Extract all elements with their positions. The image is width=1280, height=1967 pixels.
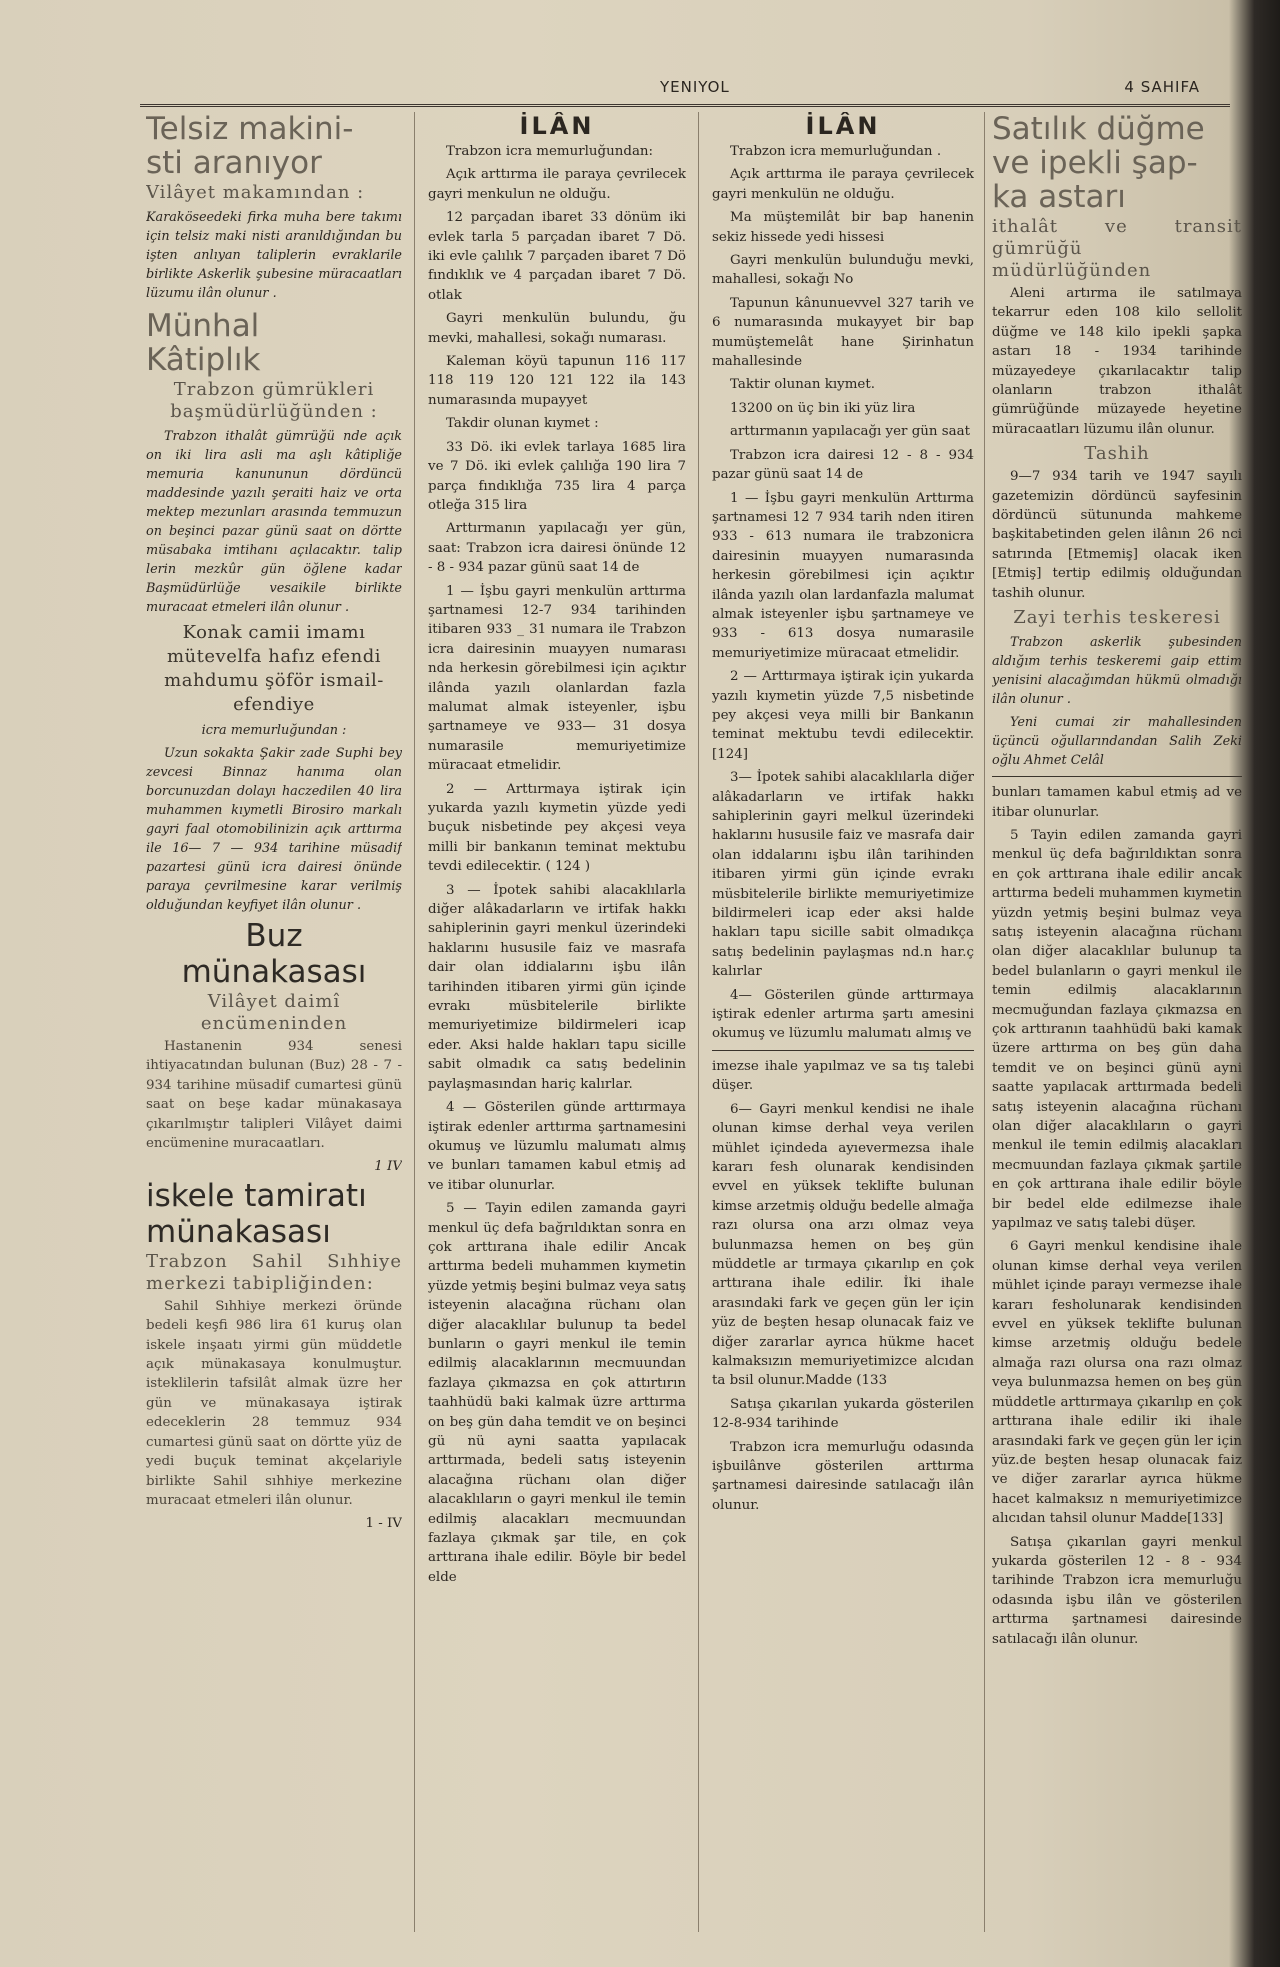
ilan-paragraph: 4 — Gösterilen günde arttırmaya iştirak edenler arttırma şartnamesini okumuş ve lüzumlu malumatı almış ve bunları tamamen kabul etmiş ad ve itibar olunurlar. [428,1100,686,1193]
page-header [140,78,1230,107]
column-3 [712,112,974,1942]
ilan-paragraph: arttırmanın yapılacağı yer gün saat [730,424,971,440]
ad-body: 9—7 934 tarih ve 1947 sayılı gazetemizin dördüncü sayfesinin dördüncü sütununda mahkeme başkitabetinden gelen ilânın 26 nci satırında [Etmemiş] olacak iken [Etmiş] tertip edilmiş olduğundan tashih olunur. [992,469,1242,601]
column-divider [984,112,985,1932]
ad-signature: Yeni cumai zir mahallesinden üçüncü oğullarındandan Salih Zeki oğlu Ahmet Celâl [992,715,1242,769]
ilan-paragraph: Açık arttırma ile paraya çevrilecek gayri menkulun ne olduğu. [428,167,686,202]
column-4 [992,112,1242,1942]
ilan-paragraph: 12 parçadan ibaret 33 dönüm iki evlek tarla 5 parçadan ibaret 7 Dö. iki evle çalılık 7 parçaden ibaret 7 Dö fındıklık ve 4 parçadan ibaret 7 Dö. otlak [428,210,686,303]
ad-heading-iskele-2: münakasası [146,1213,331,1250]
ad-heading-tashih: Tashih [1084,443,1150,465]
ilan-paragraph: 6— Gayri menkul kendisi ne ihale olunan kimse derhal veya verilen mühlet içindeda ayıevermezsa ihale kararı fesh olunarak kendisinden evvel en yüksek teklifte bulunan kimse arzetmiş olduğu bedelle almağa razı olursa ona arzı olmaz veya bulunmazsa hemen on beş gün müddetle ar tırmaya çıkarılıp en çok arttırana ihale edilir. İki ihale arasındaki fark ve geçen gün ler için yüz de beşten hesap olunacak faiz ve diğer zararlar ayrıca hükme hacet kalmaksızın memuriyetimizce alcıdan ta bsil olunur.Madde (133 [712,1101,974,1389]
ad-heading-telsiz: Telsiz makini- [146,112,354,147]
ilan-source: Trabzon icra memurluğundan . [730,144,942,159]
ilan-paragraph: bunları tamamen kabul etmiş ad ve itibar olunurlar. [992,785,1242,820]
ad-heading-satilik-2: ve ipekli şap- [992,145,1198,181]
ad-signature: 1 - IV [365,1516,402,1532]
ad-source: ithalât ve transit gümrüğü müdürlüğünden [992,216,1242,281]
ilan-paragraph: 6 Gayri menkul kendisine ihale olunan kimse derhal veya verilen mühlet içinde parayı vermezse ihale kararı fesholunarak kendisinden evvel en yüksek teklifte bulunan kimse arzetmiş olduğu bedele almağa razı olursa ona razı olmaz veya bulunmazsa hemen on beş gün müddetle arttırmaya çıkarılıp en çok arttırana ihale edilir iki ihale arasındaki fark ve geçen gün ler için yüz.de beşten hesap olunacak faiz ve diğer zararlar ayrıca hükme hacet kalmaksız n memuriyetimizce alıcıdan tahsil olunur Madde[133] [992,1239,1242,1527]
ilan-paragraph: Kaleman köyü tapunun 116 117 118 119 120 121 122 ila 143 numarasında mupayyet [428,354,686,408]
ilan-paragraph: Trabzon icra dairesi 12 - 8 - 934 pazar günü saat 14 de [712,447,974,483]
ilan-title: İLÂN [805,112,881,140]
ad-heading-iskele: iskele tamiratı [146,1177,367,1214]
ilan-paragraph: Tapunun kânunuevvel 327 tarih ve 6 numarasında mukayyet bir bap mumüştemelât hane Şirinhatun mahallesinde [712,295,974,370]
ilan-paragraph: Açık arttırma ile paraya çevrilecek gayri menkulün ne olduğu. [712,167,974,202]
ad-body: Trabzon askerlik şubesinden aldığım terhis teskeremi gaip ettim yenisini alacağımdan hükmü olmadığı ilân olunur . [992,635,1242,708]
ilan-paragraph: 1 — İşbu gayri menkulün Arttırma şartnamesi 12 7 934 tarih nden itiren 933 - 613 numara ile trabzonicra dairesinin muayyen numarasında herkesin görebilmesi için açıktır ilânda yazılı olan lardanfazla malumat almak isteyenler işbu şartnameye ve 933 - 613 dosya numarasile memuriyetimize müracaat etmelidir. [712,490,974,661]
ad-heading-zayi: Zayi terhis teskeresi [1013,607,1221,629]
ad-body: Aleni artırma ile satılmaya tekarrur eden 108 kilo sellolit düğme ve 148 kilo ipekli şapka astarı 18 - 1934 tarihinde müzayedeye çıkarılacaktır talip olanların trabzon ithalât gümrüğünde müzayede heyetine müracaatları lüzumu ilân olunur. [992,286,1242,437]
ilan-paragraph: Taktir olunan kıymet. [730,377,875,393]
column-divider [414,112,415,1932]
ilan-paragraph: Satışa çıkarılan gayri menkul yukarda gösterilen 12 - 8 - 934 tarihinde Trabzon icra memurluğu odasında işbu ilân ve gösterilen arttırma şartnamesi dairesinde satılacağı ilân olunur. [992,1534,1242,1647]
ilan-paragraph: 3— İpotek sahibi alacaklılarla diğer alâkadarların ve irtifak hakkı sahiplerinin gayri melkul üzerindeki haklarını hususile faiz ve masrafa dair olan iddalarını işbu ilân tarihinden itibaren yirmi gün içinde evrakı müsbitelerile birlikte memuriyetimize bildirmeleri icap eder aksi halde hakları tapu sicille sabit olmadıkça satış bedelinin paylaşmas nd.n har.ç kalırlar [712,770,974,980]
ilan-paragraph: imezse ihale yapılmaz ve sa tış talebi düşer. [712,1058,974,1094]
ilan-paragraph: Trabzon icra memurluğu odasında işbuilânve gösterilen arttırma şartnamesi dairesinde satılacağı ilân olunur. [712,1439,974,1513]
ilan-paragraph: 2 — Arttırmaya iştirak için yukarda yazılı kıymetin yüzde 7,5 nisbetinde pey akçesi veya milli bir Bankanın teminat mektubu tevdi edilecektir. [124] [712,669,974,762]
ad-body: Karaköseedeki firka muha bere takımı için telsiz maki nisti aranıldığından bu işten anlıyan taliplerin evraklarile birlikte Askerlik şubesine müracaatları lüzumu ilân olunur . [146,210,402,301]
ilan-paragraph: 4— Gösterilen günde arttırmaya iştirak edenler artırma şartı amesini okumuş ve lüzumlu malumatı almış ve [712,987,974,1042]
ilan-paragraph: 2 — Arttırmaya iştirak için yukarda yazılı kıymetin yüzde yedi buçuk nisbetinde pey akçesi veya milli bir bankanın teminat mektubu tevdi edilecektir. ( 124 ) [428,781,686,875]
ad-source: Vilâyet daimî encümeninden [200,991,348,1034]
ilan-paragraph: Gayri menkulün bulunduğu mevki, mahallesi, sokağı No [712,253,974,288]
column-1 [146,112,402,1942]
ilan-paragraph: 33 Dö. iki evlek tarlaya 1685 lira ve 7 Dö. iki evlek çalılığa 190 lira 7 parça fındıklığa 735 lira 4 parça otleğa 315 lira [428,439,686,513]
ad-body: Hastanenin 934 senesi ihtiyacatından bulunan (Buz) 28 - 7 - 934 tarihine müsadif cumartesi günü saat on beşe kadar münakasaya çıkarılmıştır talipleri Vilâyet daimi encümenine muracaatları. [146,1039,402,1152]
ad-source: Trabzon Sahil Sıhhiye merkezi tabipliğinden: [146,1250,402,1294]
ad-source: Trabzon gümrükleri başmüdürlüğünden : [170,379,378,422]
ad-heading-telsiz-2: sti aranıyor [146,145,322,181]
ad-body: Trabzon ithalât gümrüğü nde açık on iki lira asli ma aşlı kâtipliğe memuria kanununun dördüncü maddesinde yazılı şeraiti haiz ve orta mektep mezunları arasında temmuzun on beşinci pazar günü saat on dörtte müsabaka imtihanı açılacaktır. talip lerin mezkûr gün öğlene kadar Başmüdürlüğe vesaikile birlikte muracaat etmeleri ilân olunur . [146,429,402,615]
ad-heading-satilik: Satılık düğme [992,112,1205,147]
ad-body: Uzun sokakta Şakir zade Suphi bey zevcesi Binnaz hanıma olan borcunuzdan dolayı haczedilen 40 lira muhammen kıymetli Birosiro markalı gayri faal otomobilinizin açık arttırma ile 16— 7 — 934 tarihine müsadif pazartesi günü icra dairesi önünde paraya çevrilmesine karar verilmiş olduğundan keyfiyet ilân olunur . [146,746,402,913]
ilan-paragraph: 5 Tayin edilen zamanda gayri menkul üç defa bağırıldıktan sonra en çok arttırana ihale edilir ancak arttırma bedeli muhammen kıymetin yüzdn yetmiş beşini bulmaz veya satış isteyenin alacağına rüchanı olan diğer alacaklılar bulunup ta bedel bulanların o gayri menkul ile temin edilmiş alacaklarının mecmuğundan fazlaya çıkmazsa en çok arttıranın taahhüdü baki kamak üzere arttırma on beş gün daha temdit ve on beşinci günü ayni saatte yapılacak arttırmada bedeli satış isteyenin alacağına rüchanı olan diğer alacaklıların o gayri menkul ile temin edilmiş alacakları mecmuundan fazlaya çıkmak şartile en çok arttırana ihale edilir böyle bir bedel elde edilmezse ihale yapılmaz ve satış talebi düşer. [992,827,1242,1232]
ilan-paragraph: Gayri menkulün bulundu, ğu mevki, mahallesi, sokağı numarası. [428,311,686,346]
ilan-paragraph: Ma müştemilât bir bap hanenin sekiz hissede yedi hissesi [712,210,974,245]
ad-heading-konak: Konak camii imamı mütevelfa hafız efendi mahdumu şöför ismail-efendiye [164,622,384,715]
ilan-source: Trabzon icra memurluğundan: [446,144,654,159]
column-2 [428,112,686,1942]
ilan-paragraph: 13200 on üç bin iki yüz lira [730,400,916,416]
ilan-paragraph: Takdir olunan kıymet : [446,416,599,432]
separator-rule [992,776,1242,777]
newspaper-name: YENIYOL [660,78,730,96]
separator-rule [712,1050,974,1051]
column-divider [698,112,699,1932]
ad-heading-munhal: Münhal [146,308,260,344]
ilan-paragraph: Arttırmanın yapılacağı yer gün, saat: Trabzon icra dairesi önünde 12 - 8 - 934 pazar günü saat 14 de [428,521,686,576]
ilan-paragraph: 5 — Tayin edilen zamanda gayri menkul üç defa bağrıldıktan sonra en çok arttırana ihale edilir Ancak arttırma bedeli muhammen kıymetin yüzde yetmiş beşini bulmaz veya satış isteyenin alacağına rüchanı olan diğer alacaklılar bulunup ta bedel bunların o gayri menkul ile temin edilmiş alacaklarının mecmuundan fazlaya çıkmazsa en çok attırtırın taahhüdü baki kalmak üzre arttırma on beş gün daha temdit ve on beşinci gü nü ayni saatta yapılacak arttırmada, bedeli satış isteyenin alacağına rüchanı olan diğer alacaklıların o gayri menkul ile temin edilmiş alacakları mecmuundan fazlaya çıkmak şar tile, en çok arttırana ihale edilir. Böyle bir bedel elde [428,1201,686,1585]
ilan-title: İLÂN [519,112,595,140]
ad-heading-satilik-3: ka astarı [992,179,1126,215]
ilan-paragraph: Satışa çıkarılan yukarda gösterilen 12-8-934 tarihinde [712,1396,974,1432]
ilan-paragraph: 3 — İpotek sahibi alacaklılarla diğer alâkadarların ve irtifak hakkı sahiplerinin gayri menkul üzerindeki haklarını hususile faiz ve masrafa dair olan iddialarını işbu ilân tarihinden itibaren yirmi gün içinde evrakı müsbitelerile birlikte memuriyetimize bildirmeleri icap eder. Aksi halde hakları tapu sicille sabit olmadık ca satış bedelinin paylaşmasından hariç kalırlar. [428,882,686,1092]
ad-heading-katiplik: Kâtiplık [146,342,261,378]
ilan-paragraph: 1 — İşbu gayri menkulün arttırma şartnamesi 12-7 934 tarihinden itibaren 933 _ 31 numara ile Trabzon icra dairesinin muayyen numarası nda herkesin görebilmesi için açıktır ilânda yazılı olanlardan fazla malumat almak isteyenler, işbu şartnameye ve 933— 31 dosya numarasile memuriyetimize müracaat etmelidir. [428,583,686,774]
ad-signature: 1 IV [374,1159,402,1175]
ad-source: Vilâyet makamından : [146,182,365,203]
ad-heading-buz: Buz [245,918,303,954]
ad-heading-munakasasi: münakasası [181,954,367,990]
ad-body: Sahil Sıhhiye merkezi öründe bedeli keşfi 986 lira 61 kuruş olan iskele inşaatı yirmi gün müddetle açık münakasaya konulmuştur. isteklilerin tafsilât almak üzre her gün ve münakasaya iştirak edeceklerin 28 temmuz 934 cumartesi günü saat on dörtte yüz de yedi buçuk teminat akçelariyle birlikte Sahil sıhhiye merkezine muracaat etmeleri ilân olunur. [146,1298,402,1508]
page-number: 4 SAHIFA [1124,78,1200,96]
ad-source: icra memurluğundan : [201,723,347,738]
